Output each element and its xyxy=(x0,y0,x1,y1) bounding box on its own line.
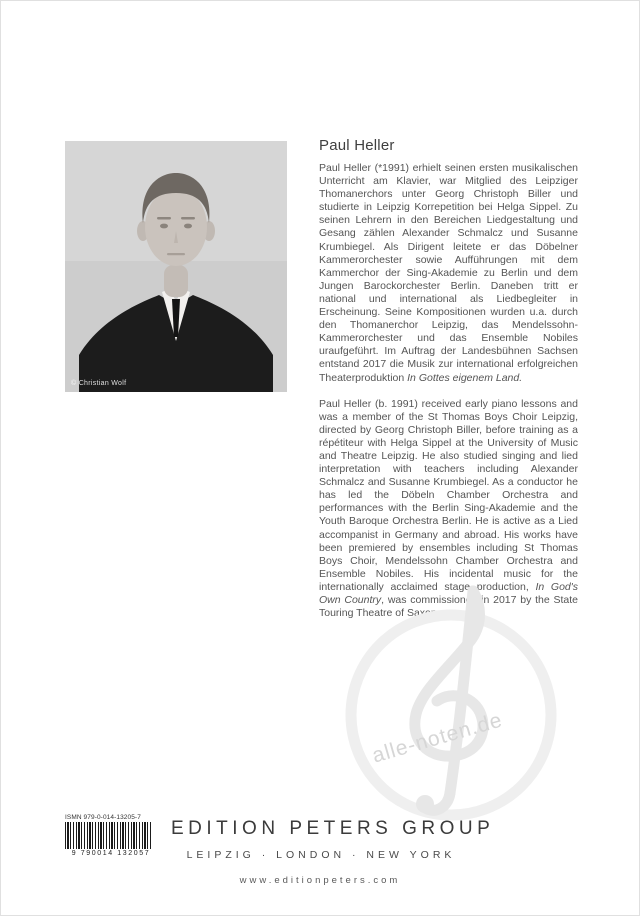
bio-paragraph-english xyxy=(319,398,578,621)
portrait-illustration xyxy=(65,141,287,392)
ismn-number: ISMN 979-0-014-13205-7 xyxy=(65,814,141,821)
portrait-photo xyxy=(65,141,287,392)
barcode-icon xyxy=(65,822,153,849)
page-title: Paul Heller xyxy=(319,137,395,154)
publisher-name: EDITION PETERS GROUP xyxy=(171,818,495,839)
bio-german-work-title: In Gottes eigenem Land. xyxy=(407,371,523,384)
bio-english-text-end: , was commissioned in 2017 by the State Touring Theatre of Saxony. xyxy=(319,594,578,620)
publisher-cities: LEIPZIG · LONDON · NEW YORK xyxy=(186,849,456,861)
publisher-block xyxy=(171,818,495,861)
publisher-website-link[interactable]: www.editionpeters.com xyxy=(239,875,401,886)
barcode-digits: 9 790014 132057 xyxy=(71,850,151,857)
bio-paragraph-german xyxy=(319,162,578,385)
photo-credit: © Christian Wolf xyxy=(71,380,127,387)
bio-german-text: Paul Heller (*1991) erhielt seinen ersten musikalischen Unterricht am Klavier, war Mitglied des Leipziger Thomanerchors unter Georg Christoph Biller und studierte in Leipzig Korrepetition bei Helga Sippel. Zu seinen Lehrern in den Bereichen Liedgestaltung und Gesang zählen Alexander Schmalcz und Susanne Krumbiegel. Als Dirigent leitete er das Döbelner Kammerorchester sowie Aufführungen mit dem Kammerchor der Sing-Akademie zu Berlin und dem Jungen Barockorchester Berlin. Daneben tritt er national und international als Liedbegleiter in Erscheinung. Seine Kompositionen wurden u.a. durch den Thomanerchor Leipzig, das Mendelssohn-Kammerorchester und das Ensemble Nobiles uraufgeführt. Im Auftrag der Landesbühnen Sachsen entstand 2017 die Musik zur international erfolgreichen Theaterproduktion xyxy=(319,162,578,384)
alle-noten-watermark-text: alle-noten.de xyxy=(369,708,506,768)
biography-column xyxy=(319,137,578,633)
bio-english-text: Paul Heller (b. 1991) received early piano lessons and was a member of the St Thomas Boys Choir Leipzig, directed by Georg Christoph Biller, before training as a répétiteur with Helga Sippel at the University of Music and Theatre Leipzig. He also studied singing and lied interpretation with teachers including Alexander Schmalcz and Susanne Krumbiegel. As a conductor he has led the Döbeln Chamber Orchestra and performances with the Berlin Sing-Akademie and the Youth Baroque Orchestra Berlin. He is active as a Lied accompanist in Germany and abroad. His works have been premiered by ensembles including St Thomas Boys Choir, Mendelssohn Chamber Orchestra and Ensemble Nobiles. His incidental music for the internationally acclaimed stage production, xyxy=(319,397,578,593)
bio-english-work-title: In God's Own Country xyxy=(319,580,578,606)
barcode-block xyxy=(65,814,157,857)
